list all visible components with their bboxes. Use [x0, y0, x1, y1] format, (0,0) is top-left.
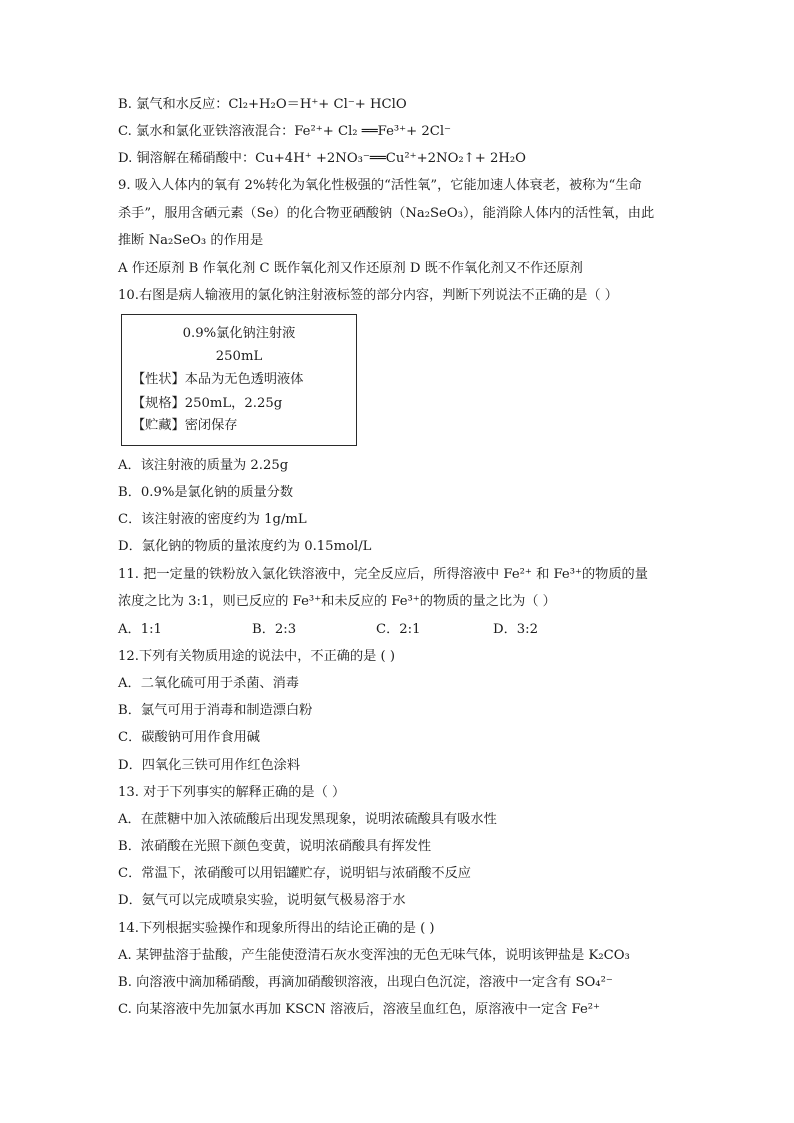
q11-option-a: A．1:1 — [118, 622, 162, 637]
injection-label-box — [121, 314, 357, 446]
question-14-option-b: B. 向溶液中滴加稀硝酸，再滴加硝酸钡溶液，出现白色沉淀，溶液中一定含有 SO₄²⁻ — [118, 975, 613, 990]
question-10-stem: 10.右图是病人输液用的氯化钠注射液标签的部分内容，判断下列说法不正确的是（ ） — [118, 288, 618, 303]
question-12-option-b: B．氯气可用于消毒和制造漂白粉 — [118, 703, 313, 718]
question-9-line-3: 推断 Na₂SeO₃ 的作用是 — [118, 233, 264, 248]
question-9-line-2: 杀手”，服用含硒元素（Se）的化合物亚硒酸钠（Na₂SeO₃），能消除人体内的活性氧，由此 — [118, 206, 655, 221]
label-property: 【性状】本品为无色透明液体 — [132, 372, 304, 387]
question-10-option-a: A．该注射液的质量为 2.25g — [118, 458, 289, 473]
question-12-option-d: D．四氧化三铁可用作红色涂料 — [118, 758, 301, 773]
question-13-stem: 13. 对于下列事实的解释正确的是（ ） — [118, 785, 346, 800]
label-storage: 【贮藏】密闭保存 — [132, 418, 238, 433]
question-12-stem: 12.下列有关物质用途的说法中，不正确的是 ( ) — [118, 649, 396, 664]
option-b-chlorine-water: B. 氯气和水反应：Cl₂+H₂O＝H⁺+ Cl⁻+ HClO — [118, 97, 407, 112]
q11-option-c: C．2:1 — [376, 622, 421, 637]
question-14-stem: 14.下列根据实验操作和现象所得出的结论正确的是 ( ) — [118, 921, 435, 936]
question-9-line-1: 9. 吸入人体内的氧有 2%转化为氧化性极强的“活性氧”，它能加速人体衰老，被称为“生命 — [118, 178, 642, 193]
q11-option-b: B．2:3 — [252, 622, 297, 637]
label-title: 0.9%氯化钠注射液 — [182, 326, 296, 341]
option-d-copper-nitric: D. 铜溶解在稀硝酸中：Cu+4H⁺ +2NO₃⁻══Cu²⁺+2NO₂↑+ 2H₂O — [118, 151, 526, 166]
question-12-option-a: A．二氧化硫可用于杀菌、消毒 — [118, 676, 299, 691]
question-10-option-b: B．0.9%是氯化钠的质量分数 — [118, 485, 294, 500]
question-11-line-1: 11. 把一定量的铁粉放入氯化铁溶液中，完全反应后，所得溶液中 Fe²⁺ 和 Fe³⁺的物质的量 — [118, 567, 648, 582]
question-9-options: A 作还原剂 B 作氧化剂 C 既作氧化剂又作还原剂 D 既不作氧化剂又不作还原剂 — [118, 261, 583, 276]
question-10-option-d: D．氯化钠的物质的量浓度约为 0.15mol/L — [118, 539, 372, 554]
q11-option-d: D．3:2 — [493, 622, 538, 637]
question-13-option-a: A．在蔗糖中加入浓硫酸后出现发黑现象，说明浓硫酸具有吸水性 — [118, 812, 497, 827]
label-spec: 【规格】250mL，2.25g — [132, 396, 283, 411]
question-14-option-c: C. 向某溶液中先加氯水再加 KSCN 溶液后，溶液呈血红色，原溶液中一定含 Fe²⁺ — [118, 1002, 601, 1017]
question-13-option-d: D．氨气可以完成喷泉实验，说明氨气极易溶于水 — [118, 893, 406, 908]
option-c-chlorine-ferrous: C. 氯水和氯化亚铁溶液混合：Fe²⁺+ Cl₂ ══Fe³⁺+ 2Cl⁻ — [118, 124, 452, 139]
question-11-line-2: 浓度之比为 3:1，则已反应的 Fe³⁺和未反应的 Fe³⁺的物质的量之比为（ ） — [118, 594, 556, 609]
label-volume: 250mL — [215, 349, 263, 364]
question-13-option-b: B．浓硝酸在光照下颜色变黄，说明浓硝酸具有挥发性 — [118, 839, 432, 854]
question-11-options — [118, 621, 538, 638]
question-12-option-c: C．碳酸钠可用作食用碱 — [118, 730, 260, 745]
question-10-option-c: C．该注射液的密度约为 1g/mL — [118, 512, 307, 527]
question-13-option-c: C．常温下，浓硝酸可以用铝罐贮存，说明铝与浓硝酸不反应 — [118, 866, 471, 881]
question-14-option-a: A. 某钾盐溶于盐酸，产生能使澄清石灰水变浑浊的无色无味气体，说明该钾盐是 K₂CO₃ — [118, 948, 630, 963]
